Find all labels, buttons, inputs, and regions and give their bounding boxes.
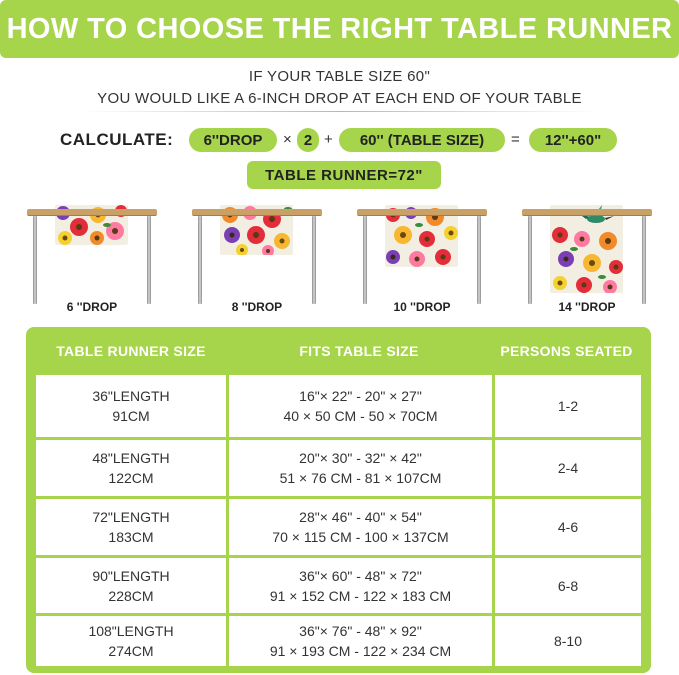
table-leg — [477, 216, 481, 304]
persons-seated: 2-4 — [557, 460, 579, 476]
runner-size-cell — [36, 558, 226, 613]
table-leg — [363, 216, 367, 304]
table-illustration-6 — [27, 205, 157, 315]
plus-sign: + — [324, 131, 333, 148]
table-leg — [198, 216, 202, 304]
result-pill: 12''+60" — [529, 128, 617, 152]
drop-label: 10 ''DROP — [393, 300, 451, 314]
runner-length: 90"LENGTH — [92, 567, 170, 584]
flower-pattern-icon — [550, 205, 623, 293]
header-fits-table-size: FITS TABLE SIZE — [299, 343, 419, 359]
runner-length: 72"LENGTH — [92, 509, 170, 525]
table-leg — [528, 216, 532, 304]
fits-table-size-cell — [226, 616, 492, 666]
runner-length-cm: 122CM — [108, 470, 154, 486]
runner-size-cell — [36, 499, 226, 555]
header-persons-seated: PERSONS SEATED — [500, 343, 633, 359]
header-runner-size: TABLE RUNNER SIZE — [56, 343, 206, 359]
fits-inches: 36"× 60" - 48" × 72" — [299, 567, 422, 584]
drop-pill: 6''DROP — [189, 128, 277, 152]
drop-label: 14 ''DROP — [558, 300, 616, 314]
table-row — [36, 616, 641, 666]
table-leg — [312, 216, 316, 304]
fits-cm: 51 × 76 CM - 81 × 107CM — [279, 470, 442, 486]
persons-seated: 6-8 — [557, 577, 579, 594]
table-runner — [550, 205, 623, 293]
runner-size-cell — [36, 375, 226, 437]
tabletop — [357, 209, 487, 216]
fits-inches: 36"× 76" - 48" × 92" — [299, 623, 422, 639]
persons-seated: 1-2 — [557, 398, 579, 414]
runner-length-cm: 183CM — [108, 529, 154, 545]
times-sign: × — [283, 131, 292, 148]
fits-inches: 16"× 22" - 20" × 27" — [299, 388, 422, 404]
runner-size-cell — [36, 616, 226, 666]
final-result-pill: TABLE RUNNER=72" — [247, 161, 441, 189]
title-banner — [0, 0, 679, 58]
fits-inches: 20"× 30" - 32" × 42" — [299, 450, 422, 466]
persons-seated-cell — [492, 558, 641, 613]
table-illustration-10 — [357, 205, 487, 315]
table-size-pill: 60'' (TABLE SIZE) — [339, 128, 505, 152]
table-row — [36, 440, 641, 496]
persons-seated-cell — [492, 499, 641, 555]
persons-seated-cell — [492, 616, 641, 666]
runner-length: 108"LENGTH — [88, 623, 174, 639]
fits-cm: 91 × 193 CM - 122 × 234 CM — [269, 643, 452, 659]
fits-table-size-cell — [226, 499, 492, 555]
runner-length-cm: 274CM — [108, 643, 154, 659]
persons-seated-cell — [492, 375, 641, 437]
persons-seated: 8-10 — [553, 633, 583, 649]
fits-table-size-cell — [226, 440, 492, 496]
runner-length-cm: 228CM — [108, 587, 154, 604]
table-row — [36, 375, 641, 437]
fits-table-size-cell — [226, 375, 492, 437]
tabletop — [192, 209, 322, 216]
runner-length: 48"LENGTH — [92, 450, 170, 466]
calculate-label: CALCULATE: — [60, 130, 174, 149]
fits-cm: 91 × 152 CM - 122 × 183 CM — [269, 587, 452, 604]
calculation-row — [0, 128, 679, 154]
table-leg — [642, 216, 646, 304]
intro-line-1: IF YOUR TABLE SIZE 60" — [248, 68, 431, 85]
fits-cm: 70 × 115 CM - 100 × 137CM — [272, 529, 449, 545]
persons-seated-cell — [492, 440, 641, 496]
drop-label: 6 ''DROP — [66, 300, 118, 314]
table-leg — [33, 216, 37, 304]
fits-table-size-cell — [226, 558, 492, 613]
fits-cm: 40 × 50 CM - 50 × 70CM — [283, 408, 438, 424]
drop-label: 8 ''DROP — [231, 300, 283, 314]
runner-size-cell — [36, 440, 226, 496]
persons-seated: 4-6 — [557, 519, 579, 535]
runner-length-cm: 91CM — [112, 408, 150, 424]
size-chart-table — [26, 327, 651, 673]
fits-inches: 28"× 46" - 40" × 54" — [299, 509, 422, 525]
table-row — [36, 558, 641, 613]
table-row — [36, 499, 641, 555]
table-illustration-8 — [192, 205, 322, 315]
table-illustration-14 — [522, 205, 652, 315]
divider — [80, 111, 600, 112]
runner-length: 36"LENGTH — [92, 388, 170, 404]
tabletop — [522, 209, 652, 216]
intro-line-2: YOU WOULD LIKE A 6-INCH DROP AT EACH END OF YOUR TABLE — [97, 90, 582, 107]
multiplier-pill: 2 — [297, 128, 319, 152]
equals-sign: = — [511, 131, 520, 148]
table-leg — [147, 216, 151, 304]
page-title: HOW TO CHOOSE THE RIGHT TABLE RUNNER — [6, 12, 673, 45]
tabletop — [27, 209, 157, 216]
